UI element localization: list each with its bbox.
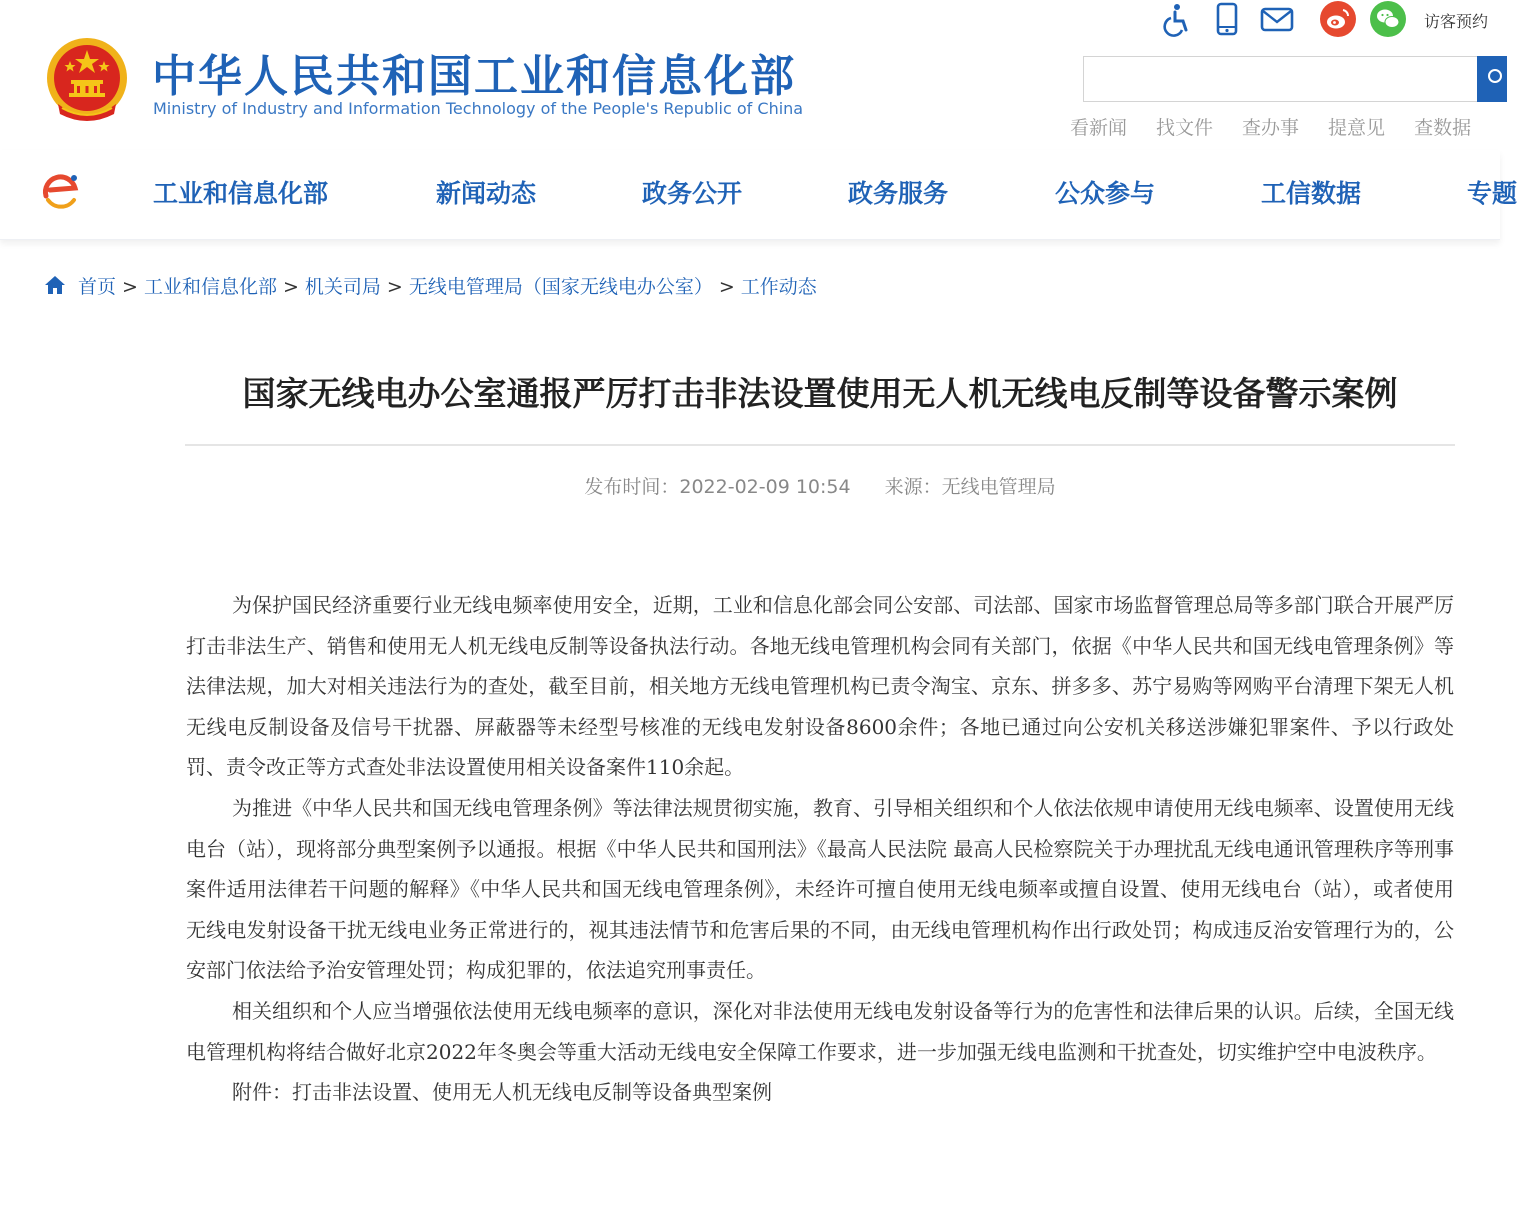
quick-links (1070, 113, 1500, 140)
e-gov-logo-icon[interactable] (38, 168, 84, 214)
article-source: 无线电管理局 (941, 476, 1056, 498)
quick-link-news[interactable]: 看新闻 (1070, 117, 1128, 139)
nav-gov-services[interactable]: 政务服务 (848, 179, 949, 208)
article-paragraph: 相关组织和个人应当增强依法使用无线电频率的意识，深化对非法使用无线电发射设备等行为的危害性和法律后果的认识。后续，全国无线电管理机构将结合做好北京2022年冬奥会等重大活动无线电安全保障工作要求，进一步加强无线电监测和干扰查处，切实维护空中电波秩序。 (186, 998, 1454, 1064)
site-subtitle: Ministry of Industry and Information Technology of the People's Republic of China (153, 99, 804, 118)
breadcrumb-miit[interactable]: 工业和信息化部 (143, 276, 277, 298)
title-divider (185, 444, 1455, 446)
breadcrumb (44, 272, 817, 302)
nav-gov-open[interactable]: 政务公开 (642, 179, 743, 208)
quick-link-files[interactable]: 找文件 (1156, 117, 1214, 139)
site-header (0, 0, 1500, 150)
breadcrumb-home[interactable]: 首页 (78, 276, 117, 298)
nav-miit[interactable]: 工业和信息化部 (153, 179, 329, 208)
search-icon (1477, 56, 1507, 102)
wechat-icon[interactable] (1369, 0, 1407, 38)
article-meta (185, 472, 1455, 499)
source-label: 来源： (884, 476, 942, 498)
article-paragraph: 为保护国民经济重要行业无线电频率使用安全，近期，工业和信息化部会同公安部、司法部、国家市场监督管理总局等多部门联合开展严厉打击非法生产、销售和使用无人机无线电反制等设备执法行动。各地无线电管理机构会同有关部门，依据《中华人民共和国无线电管理条例》等法律法规，加大对相关违法行为的查处，截至目前，相关地方无线电管理机构已责令淘宝、京东、拼多多、苏宁易购等网购平台清理下架无人机无线电反制设备及信号干扰器、屏蔽器等未经型号核准的无线电发射设备8600余件；各地已通过向公安机关移送涉嫌犯罪案件、予以行政处罚、责令改正等方式查处非法设置使用相关设备案件110余起。 (186, 593, 1454, 780)
weibo-icon[interactable] (1319, 0, 1357, 38)
search-button[interactable] (1477, 56, 1507, 102)
breadcrumb-departments[interactable]: 机关司局 (304, 276, 381, 298)
breadcrumb-radio-bureau[interactable]: 无线电管理局（国家无线电办公室） (408, 276, 713, 298)
article-body (186, 585, 1454, 1113)
breadcrumb-separator: > (282, 276, 299, 298)
quick-link-services[interactable]: 查办事 (1242, 117, 1300, 139)
site-title[interactable]: 中华人民共和国工业和信息化部 (152, 51, 796, 102)
mobile-icon[interactable] (1210, 2, 1244, 36)
nav-public-participation[interactable]: 公众参与 (1055, 179, 1156, 208)
home-icon[interactable] (44, 274, 66, 296)
breadcrumb-separator: > (718, 276, 735, 298)
nav-topics[interactable]: 专题 (1467, 179, 1517, 208)
visitor-appointment-link[interactable]: 访客预约 (1424, 12, 1489, 31)
nav-news[interactable]: 新闻动态 (436, 179, 537, 208)
publish-label: 发布时间： (584, 476, 680, 498)
search-input[interactable] (1083, 56, 1483, 102)
breadcrumb-separator: > (386, 276, 403, 298)
nav-miit-data[interactable]: 工信数据 (1261, 179, 1362, 208)
accessibility-icon[interactable] (1160, 2, 1194, 36)
publish-time: 2022-02-09 10:54 (679, 476, 851, 498)
breadcrumb-separator: > (122, 276, 138, 298)
attachment-link[interactable]: 附件：打击非法设置、使用无人机无线电反制等设备典型案例 (232, 1080, 772, 1105)
quick-link-feedback[interactable]: 提意见 (1328, 117, 1386, 139)
national-emblem-icon[interactable] (44, 34, 130, 126)
main-nav (0, 150, 1517, 240)
quick-link-data[interactable]: 查数据 (1414, 117, 1472, 139)
article-paragraph: 为推进《中华人民共和国无线电管理条例》等法律法规贯彻实施，教育、引导相关组织和个人依法依规申请使用无线电频率、设置使用无线电台（站），现将部分典型案例予以通报。根据《中华人民共和国刑法》《最高人民法院 最高人民检察院关于办理扰乱无线电通讯管理秩序等刑事案件适用法律若干问题的解释》《中华人民共和国无线电管理条例》，未经许可擅自使用无线电频率或擅自设置、使用无线电台（站），或者使用无线电发射设备干扰无线电业务正常进行的，视其违法情节和危害后果的不同，由无线电管理机构作出行政处罚；构成违反治安管理行为的，公安部门依法给予治安管理处罚；构成犯罪的，依法追究刑事责任。 (186, 795, 1454, 983)
mail-icon[interactable] (1260, 2, 1294, 36)
article-title: 国家无线电办公室通报严厉打击非法设置使用无人机无线电反制等设备警示案例 (242, 374, 1398, 413)
breadcrumb-work-updates[interactable]: 工作动态 (740, 276, 817, 298)
